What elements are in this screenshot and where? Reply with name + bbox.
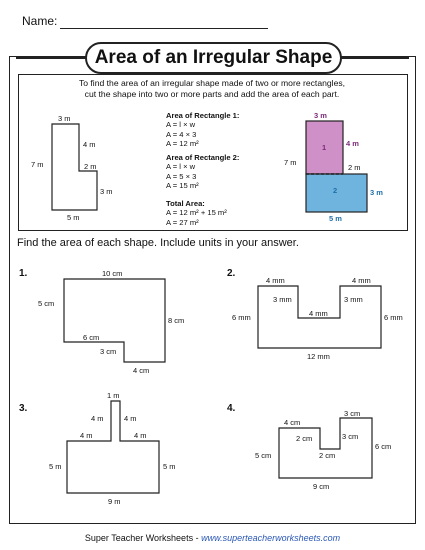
name-label: Name: bbox=[22, 14, 58, 28]
rect2-formula: A = l × w bbox=[166, 162, 196, 172]
p3-label-ledge-right: 4 m bbox=[134, 431, 147, 440]
p3-label-right: 5 m bbox=[163, 462, 176, 471]
problem3-number: 3. bbox=[19, 403, 28, 414]
ex-label-mid-right: 4 m bbox=[83, 140, 96, 149]
problem1-number: 1. bbox=[19, 268, 28, 279]
col-rect1-number: 1 bbox=[322, 143, 327, 152]
p1-label-inner-v: 3 cm bbox=[100, 347, 117, 356]
p1-label-right: 8 cm bbox=[168, 316, 185, 325]
p2-label-right: 6 mm bbox=[384, 313, 403, 322]
p3-label-stem-left: 4 m bbox=[91, 414, 104, 423]
problem2-number: 2. bbox=[227, 268, 236, 279]
total-result: A = 27 m² bbox=[166, 217, 199, 227]
intro-line-1: To find the area of an irregular shape made of two or more rectangles, bbox=[78, 78, 346, 88]
p4-label-left-top: 4 cm bbox=[284, 418, 301, 427]
rect2-heading: Area of Rectangle 2: bbox=[166, 153, 240, 162]
rect2-sub: A = 5 × 3 bbox=[166, 171, 197, 181]
col-label-top: 3 m bbox=[314, 111, 327, 120]
intro-line-2: cut the shape into two or more parts and add the area of each part. bbox=[84, 89, 340, 99]
p2-label-bottom: 12 mm bbox=[307, 352, 330, 361]
p4-label-right-inner: 3 cm bbox=[342, 432, 359, 441]
problem4-shape bbox=[279, 418, 372, 478]
p3-label-left: 5 m bbox=[49, 462, 62, 471]
footer-brand: Super Teacher Worksheets - bbox=[84, 533, 202, 543]
footer bbox=[0, 533, 425, 543]
p3-label-stem-right: 4 m bbox=[124, 414, 137, 423]
col-label-side2: 3 m bbox=[370, 188, 383, 197]
ex-label-right: 3 m bbox=[100, 187, 113, 196]
rect1-heading: Area of Rectangle 1: bbox=[166, 111, 240, 120]
col-label-step: 2 m bbox=[348, 163, 361, 172]
p2-label-notch-left: 3 mm bbox=[273, 295, 292, 304]
rect1-result: A = 12 m² bbox=[166, 139, 199, 149]
p2-label-notch-bottom: 4 mm bbox=[309, 309, 328, 318]
instructions: Find the area of each shape. Include units in your answer. bbox=[17, 237, 299, 249]
p2-label-notch-right: 3 mm bbox=[344, 295, 363, 304]
p2-label-left: 6 mm bbox=[232, 313, 251, 322]
ex-label-bottom: 5 m bbox=[67, 213, 80, 222]
p4-label-right-top: 3 cm bbox=[344, 409, 361, 418]
p3-label-top: 1 m bbox=[107, 391, 120, 400]
footer-site-link[interactable]: www.superteacherworksheets.com bbox=[201, 533, 341, 543]
rect2-result: A = 15 m² bbox=[166, 181, 199, 191]
p4-label-right: 6 cm bbox=[375, 442, 392, 451]
p1-label-left: 5 cm bbox=[38, 299, 55, 308]
col-label-bottom: 5 m bbox=[329, 214, 342, 223]
problem3-shape bbox=[67, 401, 159, 493]
p2-label-top-left: 4 mm bbox=[266, 276, 285, 285]
p4-label-mid-bottom: 2 cm bbox=[319, 451, 336, 460]
ex-label-top: 3 m bbox=[58, 114, 71, 123]
rect1-sub: A = 4 × 3 bbox=[166, 129, 197, 139]
rect1-formula: A = l × w bbox=[166, 120, 196, 130]
p3-label-ledge-left: 4 m bbox=[80, 431, 93, 440]
p4-label-bottom: 9 cm bbox=[313, 482, 330, 491]
p4-label-left: 5 cm bbox=[255, 451, 272, 460]
p4-label-left-inner: 2 cm bbox=[296, 434, 313, 443]
col-label-side1: 4 m bbox=[346, 139, 359, 148]
col-label-left: 7 m bbox=[284, 158, 297, 167]
p3-label-bottom: 9 m bbox=[108, 497, 121, 506]
total-sum: A = 12 m² + 15 m² bbox=[166, 208, 227, 218]
problem4-number: 4. bbox=[227, 403, 236, 414]
page-title: Area of an Irregular Shape bbox=[85, 42, 342, 74]
ex-label-left: 7 m bbox=[31, 160, 44, 169]
col-rect2-number: 2 bbox=[333, 186, 338, 195]
p1-label-bottom: 4 cm bbox=[133, 366, 150, 375]
total-heading: Total Area: bbox=[166, 199, 205, 208]
p1-label-top: 10 cm bbox=[102, 269, 123, 278]
p2-label-top-right: 4 mm bbox=[352, 276, 371, 285]
ex-label-step: 2 m bbox=[84, 162, 97, 171]
p1-label-inner-h: 6 cm bbox=[83, 333, 100, 342]
